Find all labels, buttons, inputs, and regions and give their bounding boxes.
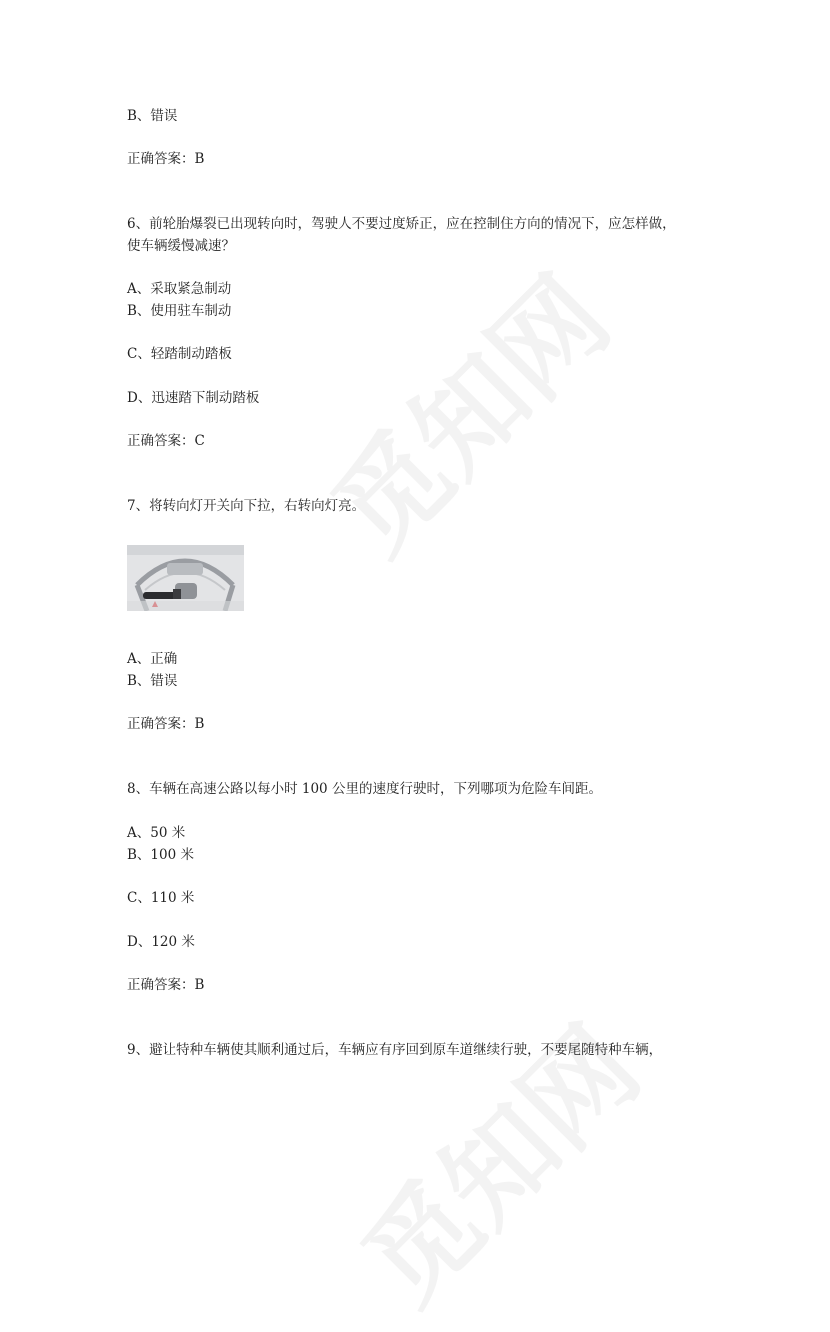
option-q6-b: B、使用驻车制动 — [127, 303, 232, 319]
answer-q5: 正确答案：B — [127, 151, 205, 167]
answer-q7: 正确答案：B — [127, 716, 205, 732]
option-q5-b: B、错误 — [127, 108, 178, 124]
question-8: 8、车辆在高速公路以每小时 100 公里的速度行驶时，下列哪项为危险车间距。 — [127, 781, 602, 797]
watermark — [292, 236, 637, 581]
option-q8-c: C、110 米 — [127, 890, 195, 906]
option-q8-a: A、50 米 — [127, 825, 186, 841]
answer-q8: 正确答案：B — [127, 977, 205, 993]
option-q7-b: B、错误 — [127, 673, 178, 689]
question-9-line-1: 9、避让特种车辆使其顺利通过后，车辆应有序回到原车道继续行驶，不要尾随特种车辆， — [127, 1042, 663, 1058]
question-7: 7、将转向灯开关向下拉，右转向灯亮。 — [127, 498, 366, 514]
option-q6-c: C、轻踏制动踏板 — [127, 346, 232, 362]
steering-wheel-image — [127, 545, 244, 611]
option-q7-a: A、正确 — [127, 651, 178, 667]
option-q6-a: A、采取紧急制动 — [127, 281, 232, 297]
option-q6-d: D、迅速踏下制动踏板 — [127, 390, 260, 406]
question-6-line-1: 6、前轮胎爆裂已出现转向时，驾驶人不要过度矫正，应在控制住方向的情况下，应怎样做， — [127, 216, 676, 232]
answer-q6: 正确答案：C — [127, 433, 205, 449]
option-q8-d: D、120 米 — [127, 934, 195, 950]
question-6-line-2: 使车辆缓慢减速？ — [127, 238, 235, 254]
option-q8-b: B、100 米 — [127, 847, 194, 863]
